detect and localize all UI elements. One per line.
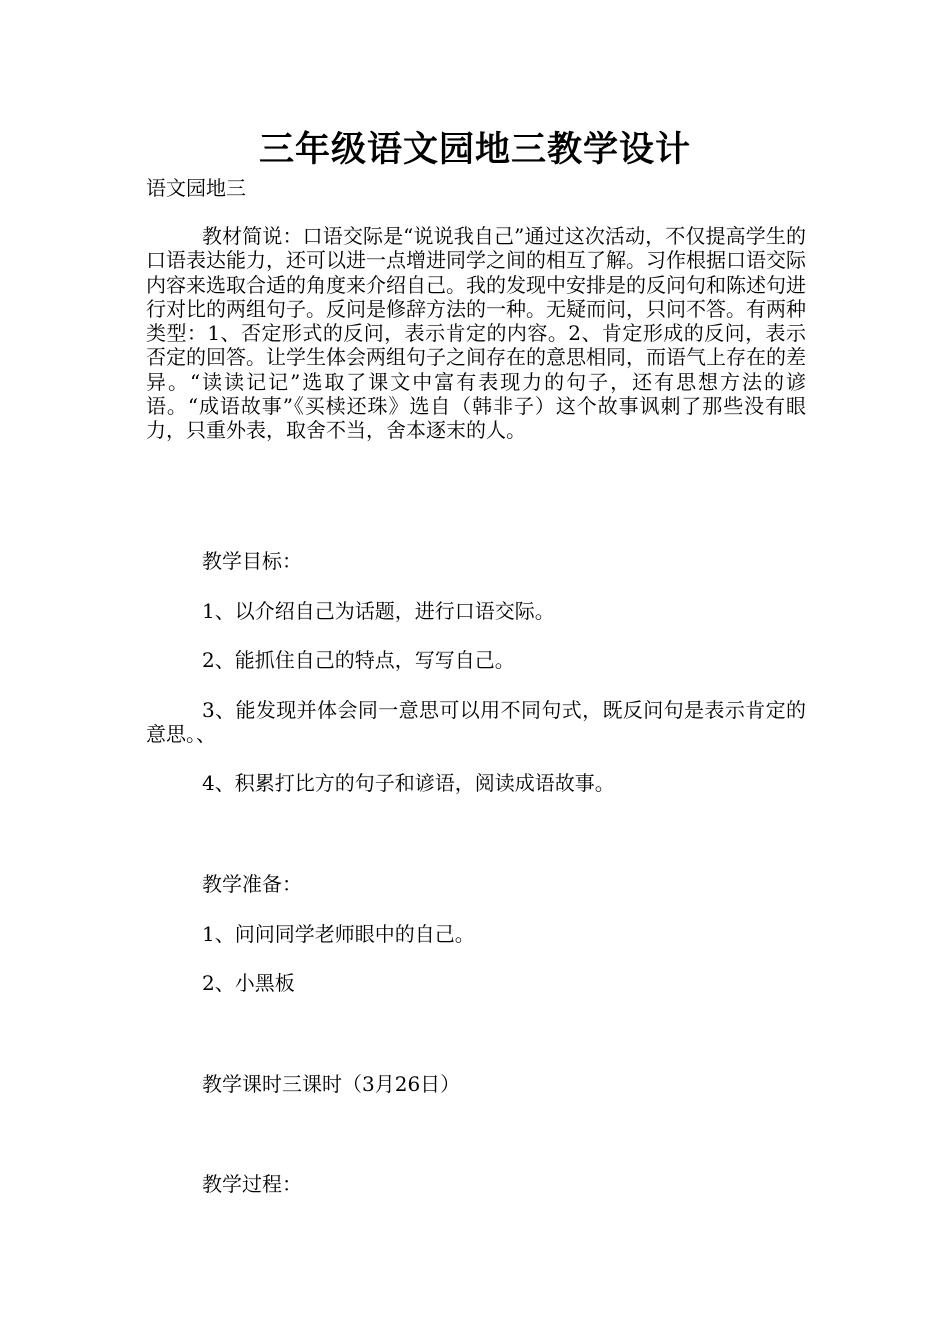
preparation-heading: 教学准备： — [202, 872, 302, 896]
page-title: 三年级语文园地三教学设计 — [258, 129, 691, 170]
preparation-item-2: 2、小黑板 — [202, 971, 295, 995]
goal-item-1: 1、以介绍自己为话题，进行口语交际。 — [202, 599, 555, 623]
goal-item-3: 3、能发现并体会同一意思可以用不同句式，既反问句是表示肯定的意思。、 — [146, 698, 806, 747]
goal-item-4: 4、积累打比方的句子和谚语，阅读成语故事。 — [202, 771, 615, 795]
intro-paragraph: 教材简说：口语交际是“说说我自己”通过这次活动，不仅提高学生的口语表达能力，还可以进一点增进同学之间的相互了解。习作根据口语交际内容来选取合适的角度来介绍自己。我的发现中安排是的反问句和陈述句进行对比的两组句子。反问是修辞方法的一种。无疑而问，只问不答。有两种类型：1、否定形式的反问，表示肯定的内容。2、肯定形成的反问，表示否定的回答。让学生体会两组句子之间存在的意思相同，而语气上存在的差异。“读读记记”选取了课文中富有表现力的句子，还有思想方法的谚语。“成语故事”《买椟还珠》选自（韩非子）这个故事讽刺了那些没有眼力，只重外表，取舍不当，舍本逐末的人。 — [146, 224, 806, 443]
process-heading: 教学过程： — [202, 1172, 302, 1196]
goal-item-2: 2、能抓住自己的特点，写写自己。 — [202, 648, 515, 672]
subtitle: 语文园地三 — [146, 176, 246, 200]
preparation-item-1: 1、问问同学老师眼中的自己。 — [202, 922, 475, 946]
goals-heading: 教学目标： — [202, 549, 302, 573]
class-hours: 教学课时三课时（3月26日） — [202, 1072, 461, 1096]
